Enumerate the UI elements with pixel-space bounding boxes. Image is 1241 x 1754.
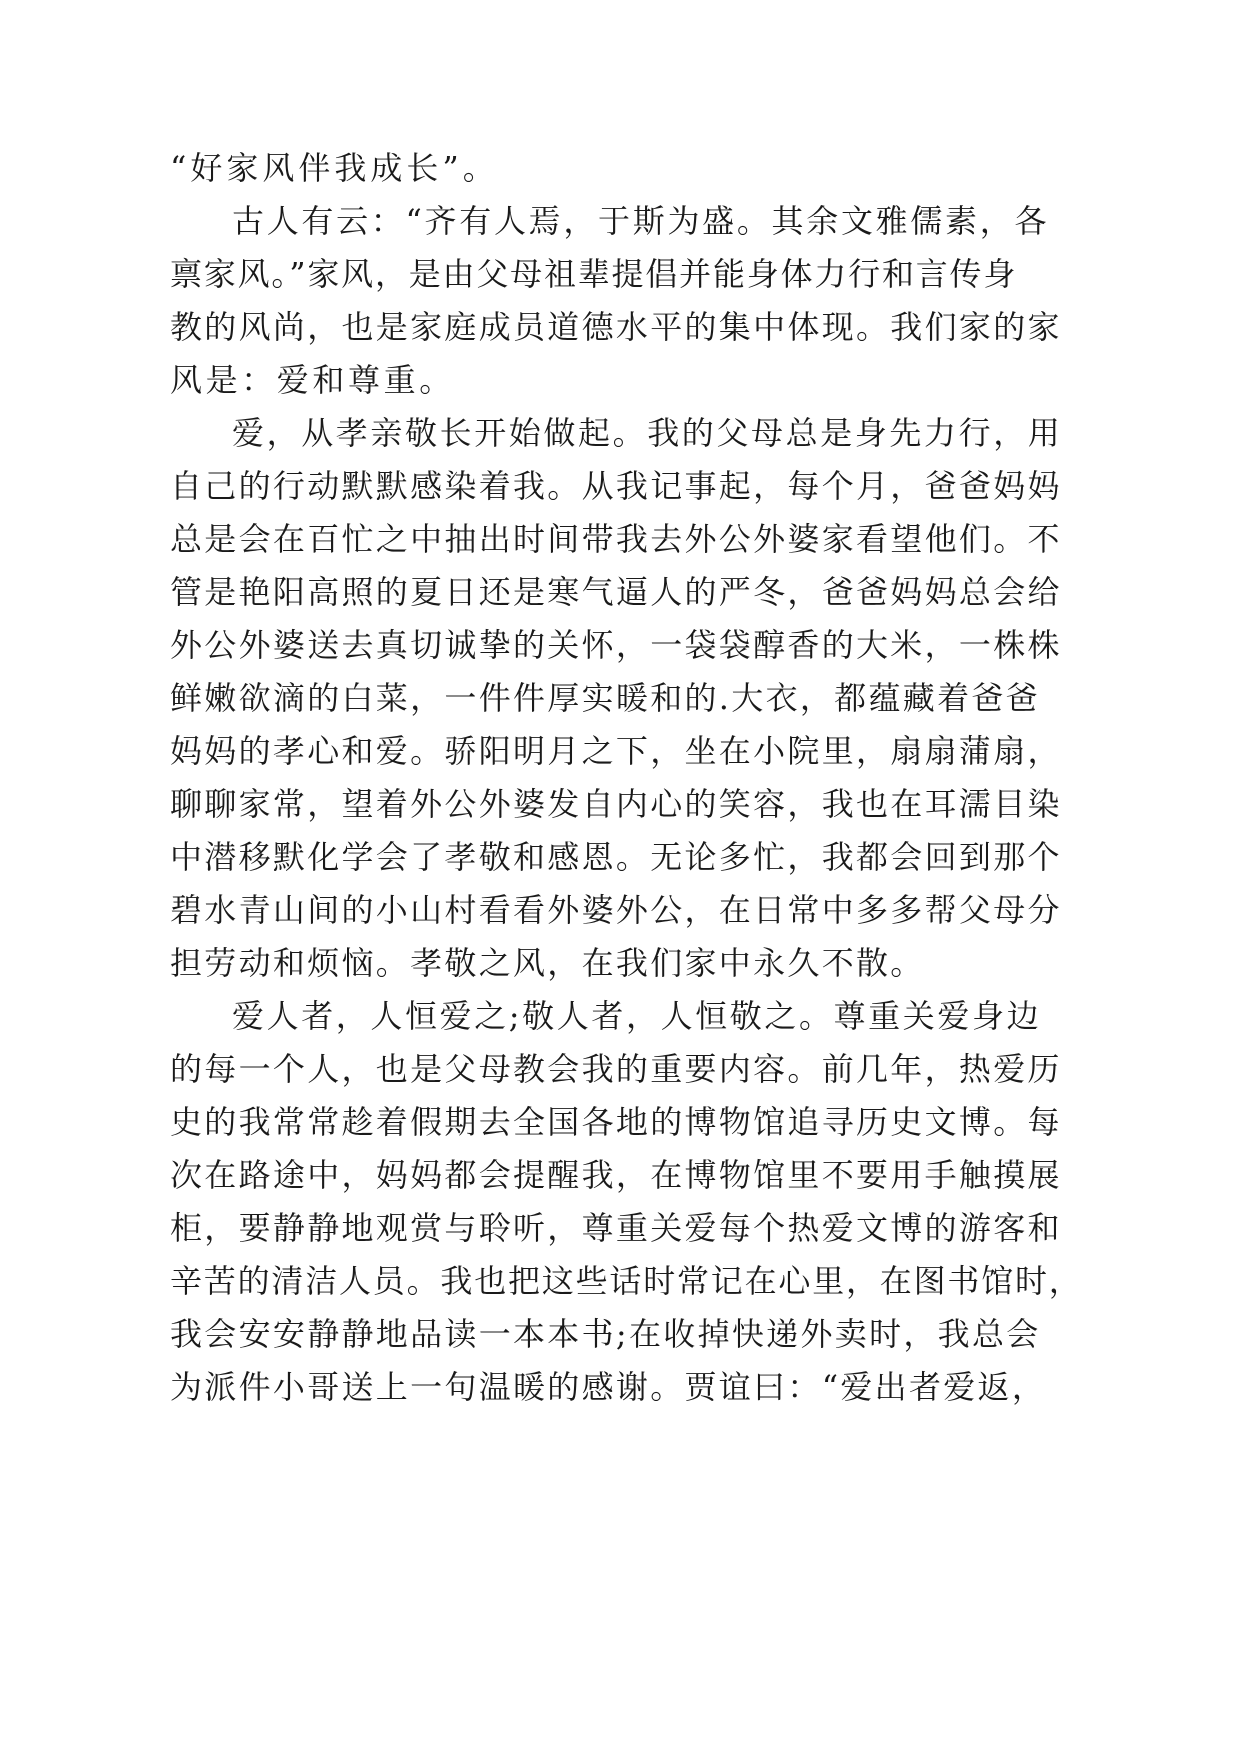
- text-line: 碧水青山间的小山村看看外婆外公，在日常中多多帮父母分: [170, 891, 1062, 929]
- text-line: 我会安安静静地品读一本本书;在收掉快递外卖时，我总会: [170, 1315, 1041, 1353]
- text-line: 自己的行动默默感染着我。从我记事起，每个月，爸爸妈妈: [170, 467, 1062, 505]
- text-line: 中潜移默化学会了孝敬和感恩。无论多忙，我都会回到那个: [170, 838, 1062, 876]
- paragraph-first-line: 爱，从孝亲敬长开始做起。我的父母总是身先力行，用: [232, 414, 1063, 452]
- text-line: 教的风尚，也是家庭成员道德水平的集中体现。我们家的家: [170, 308, 1062, 346]
- text-line: 妈妈的孝心和爱。骄阳明月之下，坐在小院里，扇扇蒲扇，: [170, 732, 1062, 770]
- text-line: 担劳动和烦恼。孝敬之风，在我们家中永久不散。: [170, 944, 925, 982]
- text-line: 禀家风。”家风，是由父母祖辈提倡并能身体力行和言传身: [170, 255, 1018, 293]
- paragraph-first-line: 爱人者，人恒爱之;敬人者，人恒敬之。尊重关爱身边: [232, 997, 1042, 1035]
- text-line: 鲜嫩欲滴的白菜，一件件厚实暖和的.大衣，都蕴藏着爸爸: [170, 679, 1040, 717]
- text-line: 总是会在百忙之中抽出时间带我去外公外婆家看望他们。不: [170, 520, 1062, 558]
- text-line: “好家风伴我成长”。: [170, 149, 499, 187]
- text-line: 外公外婆送去真切诚挚的关怀，一袋袋醇香的大米，一株株: [170, 626, 1062, 664]
- text-line: 柜，要静静地观赏与聆听，尊重关爱每个热爱文博的游客和: [170, 1209, 1062, 1247]
- text-line: 聊聊家常，望着外公外婆发自内心的笑容，我也在耳濡目染: [170, 785, 1062, 823]
- text-line: 史的我常常趁着假期去全国各地的博物馆追寻历史文博。每: [170, 1103, 1062, 1141]
- text-line: 管是艳阳高照的夏日还是寒气逼人的严冬，爸爸妈妈总会给: [170, 573, 1062, 611]
- paragraph-first-line: 古人有云：“齐有人焉，于斯为盛。其余文雅儒素，各: [232, 202, 1050, 240]
- text-line: 风是：爱和尊重。: [170, 361, 455, 399]
- text-line: 次在路途中，妈妈都会提醒我，在博物馆里不要用手触摸展: [170, 1156, 1062, 1194]
- text-line: 辛苦的清洁人员。我也把这些话时常记在心里，在图书馆时，: [170, 1262, 1083, 1300]
- text-line: 为派件小哥送上一句温暖的感谢。贾谊曰：“爱出者爱返，: [170, 1368, 1047, 1406]
- text-line: 的每一个人，也是父母教会我的重要内容。前几年，热爱历: [170, 1050, 1062, 1088]
